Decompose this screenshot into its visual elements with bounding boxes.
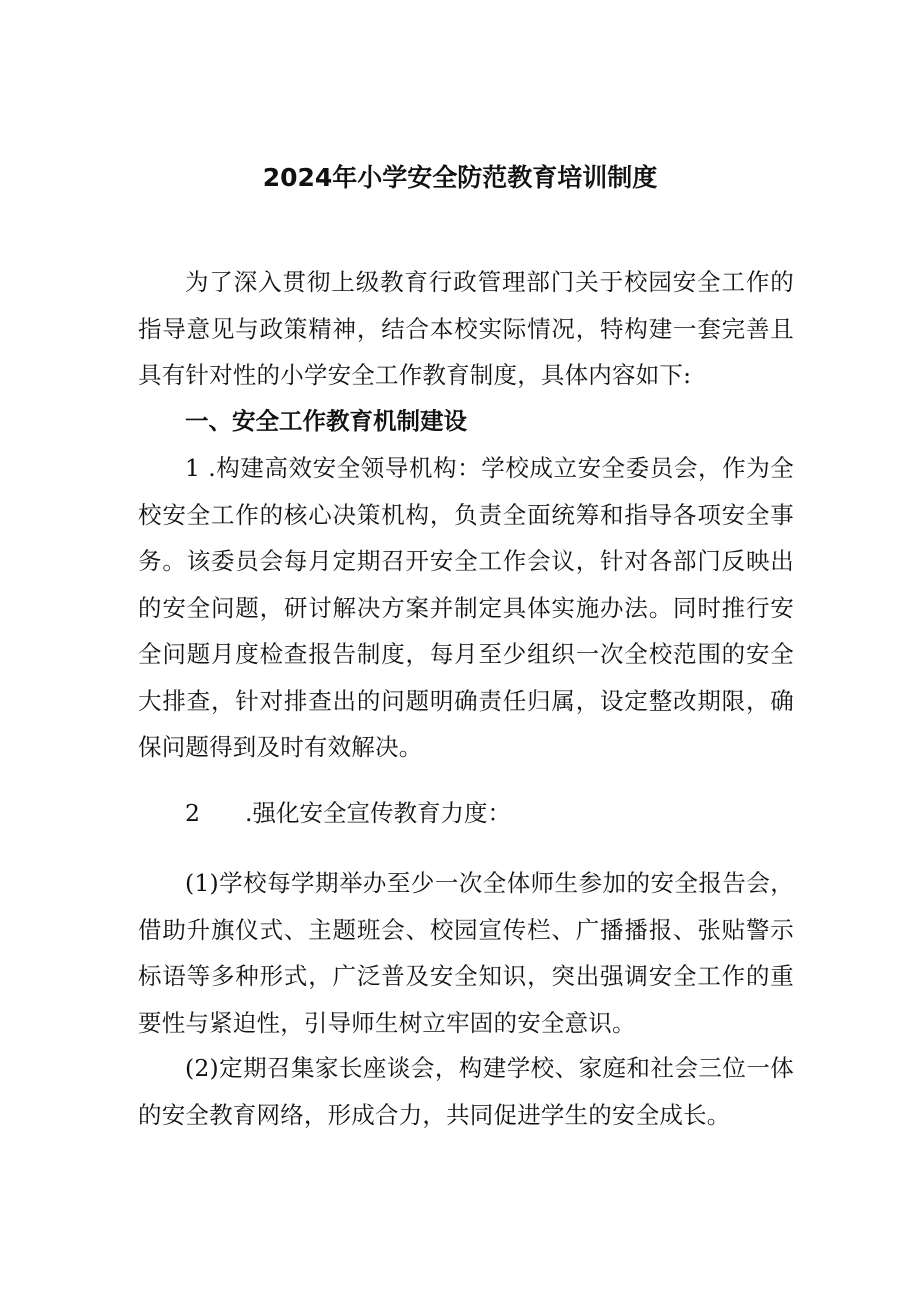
- item-2-text: .强化安全宣传教育力度：: [245, 799, 511, 827]
- item-1-paragraph: 1 .构建高效安全领导机构：学校成立安全委员会，作为全校安全工作的核心决策机构，负责全面统筹和指导各项安全事务。该委员会每月定期召开安全工作会议，针对各部门反映出的安全问题，研讨解决方案并制定具体实施办法。同时推行安全问题月度检查报告制度，每月至少组织一次全校范围的安全大排查，针对排查出的问题明确责任归属，设定整改期限，确保问题得到及时有效解决。: [138, 454, 794, 761]
- sub-item-2-paragraph: (2)定期召集家长座谈会，构建学校、家庭和社会三位一体的安全教育网络，形成合力，共同促进学生的安全成长。: [138, 1054, 794, 1129]
- item-2-heading: [185, 790, 511, 837]
- intro-paragraph: 为了深入贯彻上级教育行政管理部门关于校园安全工作的指导意见与政策精神，结合本校实际情况，特构建一套完善且具有针对性的小学安全工作教育制度，具体内容如下:: [138, 268, 794, 389]
- sub-item-1-paragraph: (1)学校每学期举办至少一次全体师生参加的安全报告会，借助升旗仪式、主题班会、校园宣传栏、广播播报、张贴警示标语等多种形式，广泛普及安全知识，突出强调安全工作的重要性与紧迫性，引导师生树立牢固的安全意识。: [138, 869, 794, 1037]
- document-title: 2024年小学安全防范教育培训制度: [262, 163, 658, 192]
- item-2-number: 2: [185, 799, 200, 827]
- section-heading: 一、安全工作教育机制建设: [185, 407, 467, 435]
